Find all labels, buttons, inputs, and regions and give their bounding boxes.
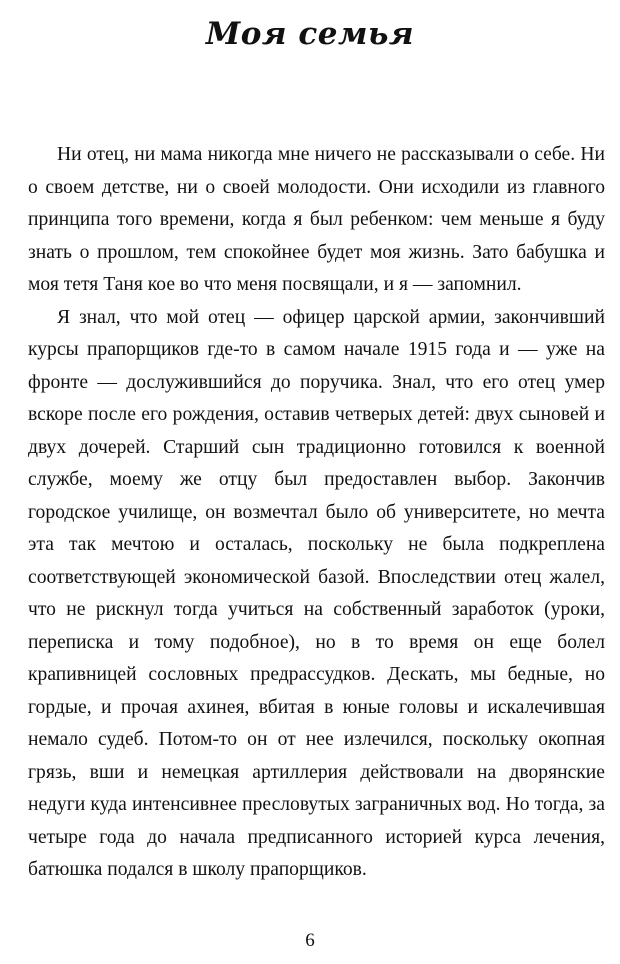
page-number: 6 <box>305 930 315 951</box>
paragraph-1: Ни отец, ни мама никогда мне ничего не рассказывали о себе. Ни о своем детстве, ни о своей молодости. Они исходили из главного принципа того времени, когда я был ребенком: чем меньше я буду знать о прошлом, тем спокойнее будет моя жизнь. Зато бабушка и моя тетя Таня кое во что меня посвящали, и я — запомнил. <box>28 144 605 295</box>
chapter-body <box>28 139 605 887</box>
paragraph-2: Я знал, что мой отец — офицер царской армии, закончивший курсы прапорщиков где-то в самом начале 1915 года и — уже на фронте — дослужившийся до поручика. Знал, что его отец умер вскоре после его рождения, оставив четверых детей: двух сыновей и двух дочерей. Старший сын традиционно готовился к военной службе, моему же отцу был предоставлен выбор. Закончив городское училище, он возмечтал было об университете, но мечта эта так мечтою и осталась, поскольку не была подкреплена соответствующей экономической базой. Впоследствии отец жалел, что не рискнул тогда учиться на собственный заработок (уроки, переписка и тому подобное), но в то время он еще болел крапивницей сословных предрассудков. Дескать, мы бедные, но гордые, и прочая ахинея, вбитая в юные головы и искалечившая немало судеб. Потом-то он от нее излечился, поскольку окопная грязь, вши и немецкая артиллерия действовали на дворянские недуги куда интенсивнее пресловутых заграничных вод. Но тогда, за четыре года до начала предписанного историей курса лечения, батюшка подался в школу прапорщиков. <box>28 306 605 880</box>
chapter-title: Моя семья <box>205 16 415 52</box>
